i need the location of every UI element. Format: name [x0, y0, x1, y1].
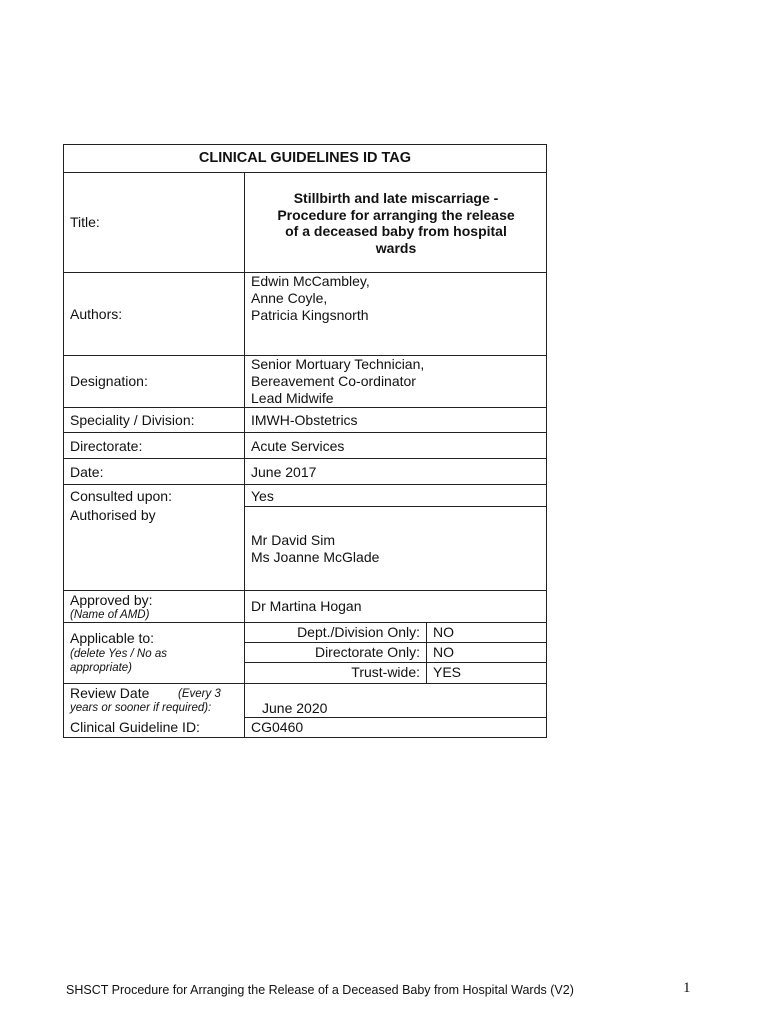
- row-divider: [244, 642, 547, 643]
- title-value-line: wards: [375, 240, 417, 256]
- consulted-value: Yes: [251, 488, 274, 504]
- applicable-option-label: Trust-wide:: [351, 664, 420, 680]
- row-divider: [63, 172, 547, 173]
- column-divider: [426, 622, 427, 683]
- row-divider: [63, 484, 547, 485]
- applicable-option-label: Dept./Division Only:: [297, 624, 420, 640]
- speciality-value: IMWH-Obstetrics: [251, 412, 358, 428]
- approved-value: Dr Martina Hogan: [251, 598, 362, 614]
- row-divider: [63, 407, 547, 408]
- authorised-label: Authorised by: [70, 507, 156, 523]
- author-name: Anne Coyle,: [251, 290, 328, 306]
- designation-line: Lead Midwife: [251, 390, 334, 406]
- consulted-label: Consulted upon:: [70, 488, 172, 504]
- review-label: Review Date: [70, 685, 150, 701]
- table-header: CLINICAL GUIDELINES ID TAG: [198, 150, 412, 166]
- directorate-label: Directorate:: [70, 438, 143, 454]
- applicable-option-value: YES: [433, 664, 462, 680]
- review-note: (Every 3: [178, 688, 221, 700]
- author-name: Edwin McCambley,: [251, 273, 370, 289]
- applicable-note: (delete Yes / No as: [70, 648, 167, 660]
- authorised-name: Mr David Sim: [251, 532, 336, 548]
- applicable-label: Applicable to:: [70, 630, 155, 646]
- applicable-option-value: NO: [433, 624, 454, 640]
- row-divider: [63, 432, 547, 433]
- title-value-line: Procedure for arranging the release: [277, 207, 515, 223]
- applicable-option-label: Directorate Only:: [314, 644, 420, 660]
- row-divider: [63, 458, 547, 459]
- column-divider: [244, 172, 245, 738]
- page-number: 1: [683, 980, 691, 996]
- review-value: June 2020: [262, 700, 328, 716]
- row-divider: [63, 590, 547, 591]
- date-value: June 2017: [251, 464, 317, 480]
- guideline-id-label: Clinical Guideline ID:: [70, 719, 200, 735]
- approved-label: Approved by:: [70, 592, 153, 608]
- row-divider: [244, 662, 547, 663]
- authors-label: Authors:: [70, 306, 123, 322]
- designation-line: Senior Mortuary Technician,: [251, 356, 425, 372]
- applicable-option-value: NO: [433, 644, 454, 660]
- designation-label: Designation:: [70, 373, 148, 389]
- guideline-id-value: CG0460: [251, 719, 304, 735]
- speciality-label: Speciality / Division:: [70, 412, 195, 428]
- approved-note: (Name of AMD): [70, 609, 150, 621]
- row-divider: [244, 717, 547, 718]
- directorate-value: Acute Services: [251, 438, 345, 454]
- row-divider: [63, 622, 547, 623]
- authorised-name: Ms Joanne McGlade: [251, 549, 380, 565]
- date-label: Date:: [70, 464, 104, 480]
- row-divider: [244, 506, 547, 507]
- title-value-line: Stillbirth and late miscarriage -: [293, 190, 499, 206]
- designation-line: Bereavement Co-ordinator: [251, 373, 416, 389]
- title-label: Title:: [70, 214, 100, 230]
- page-footer: SHSCT Procedure for Arranging the Release of a Deceased Baby from Hospital Wards (V2): [66, 983, 574, 997]
- applicable-note: appropriate): [70, 662, 133, 674]
- review-note: years or sooner if required):: [70, 702, 212, 714]
- title-value-line: of a deceased baby from hospital: [285, 223, 507, 239]
- author-name: Patricia Kingsnorth: [251, 307, 369, 323]
- row-divider: [63, 683, 547, 684]
